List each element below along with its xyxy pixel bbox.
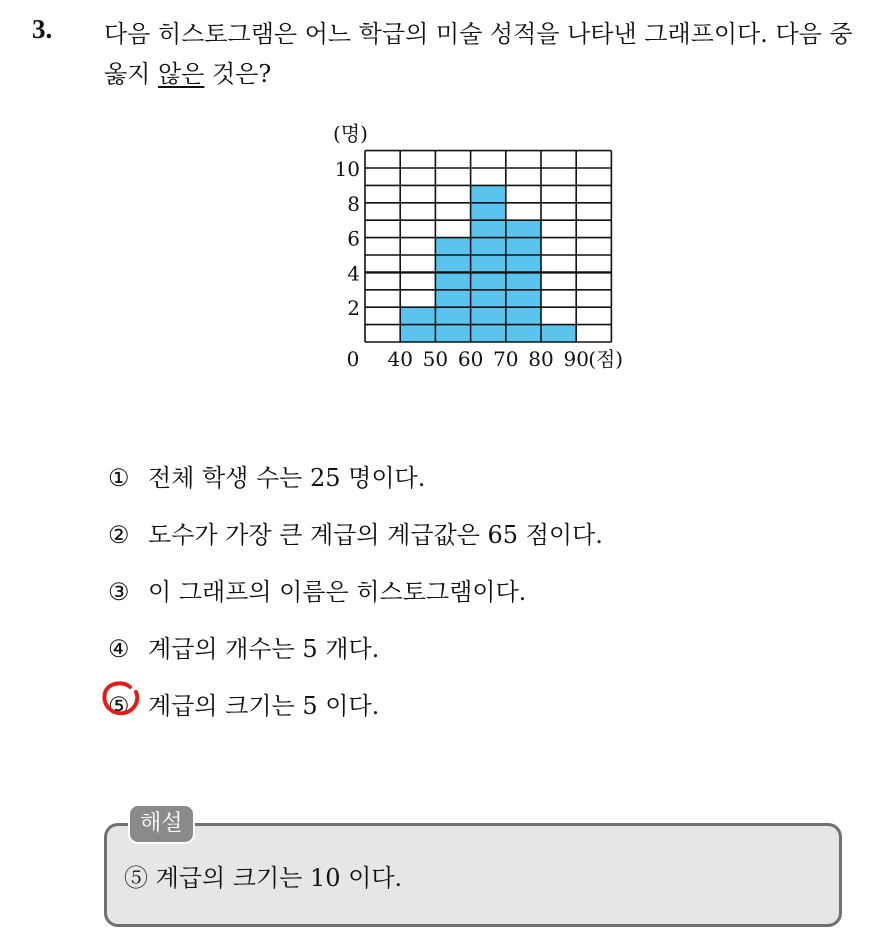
histogram-bar (541, 325, 576, 342)
origin-label: 0 (346, 347, 360, 371)
histogram-bar (506, 220, 541, 342)
x-tick-label: 80 (528, 347, 554, 371)
question-number: 3. (32, 14, 53, 44)
choice-5-text: 계급의 크기는 5 이다. (148, 692, 380, 720)
question-text-part2: 것은? (204, 60, 272, 88)
solution-tag: 해설 (128, 804, 195, 844)
choice-1[interactable] (108, 458, 603, 515)
choice-4[interactable] (108, 629, 603, 686)
y-tick-label: 10 (334, 157, 360, 181)
answer-choices (108, 458, 603, 743)
x-tick-label: 50 (422, 347, 449, 371)
x-tick-label: 70 (493, 347, 519, 371)
choice-4-text: 계급의 개수는 5 개다. (148, 635, 380, 663)
x-tick-label: 40 (387, 347, 413, 371)
y-tick-label: 8 (347, 191, 360, 216)
answer-circle-icon (100, 679, 144, 719)
x-tick-label: 60 (457, 347, 484, 371)
choice-2-mark: ② (108, 521, 130, 549)
question-text-part1: 다음 히스토그램은 어느 학급의 미술 성적을 나타낸 그래프이다. 다음 중 옳지 (104, 20, 853, 88)
choice-2-text: 도수가 가장 큰 계급의 계급값은 65 점이다. (148, 521, 603, 549)
choice-5-mark: ⑤ (108, 692, 130, 720)
y-tick-label: 6 (347, 226, 360, 251)
y-axis-label: (명) (333, 121, 368, 146)
choice-1-text: 전체 학생 수는 25 명이다. (148, 464, 426, 492)
choice-2[interactable] (108, 515, 603, 572)
choice-3-text: 이 그래프의 이름은 히스토그램이다. (148, 578, 527, 606)
x-axis-label: (점) (588, 347, 624, 371)
y-tick-label: 4 (347, 261, 360, 286)
choice-3-mark: ③ (108, 578, 130, 606)
x-tick-label: 90 (563, 347, 589, 371)
choice-4-mark: ④ (108, 635, 130, 663)
histogram-bar (471, 185, 506, 342)
choice-5[interactable] (108, 686, 603, 743)
y-tick-label: 2 (347, 296, 360, 321)
histogram-chart (300, 116, 640, 378)
solution-text: ⑤ 계급의 크기는 10 이다. (124, 864, 403, 892)
question-text (104, 14, 864, 94)
choice-1-mark: ① (108, 464, 130, 492)
question-text-underlined: 않은 (158, 60, 205, 88)
choice-3[interactable] (108, 572, 603, 629)
